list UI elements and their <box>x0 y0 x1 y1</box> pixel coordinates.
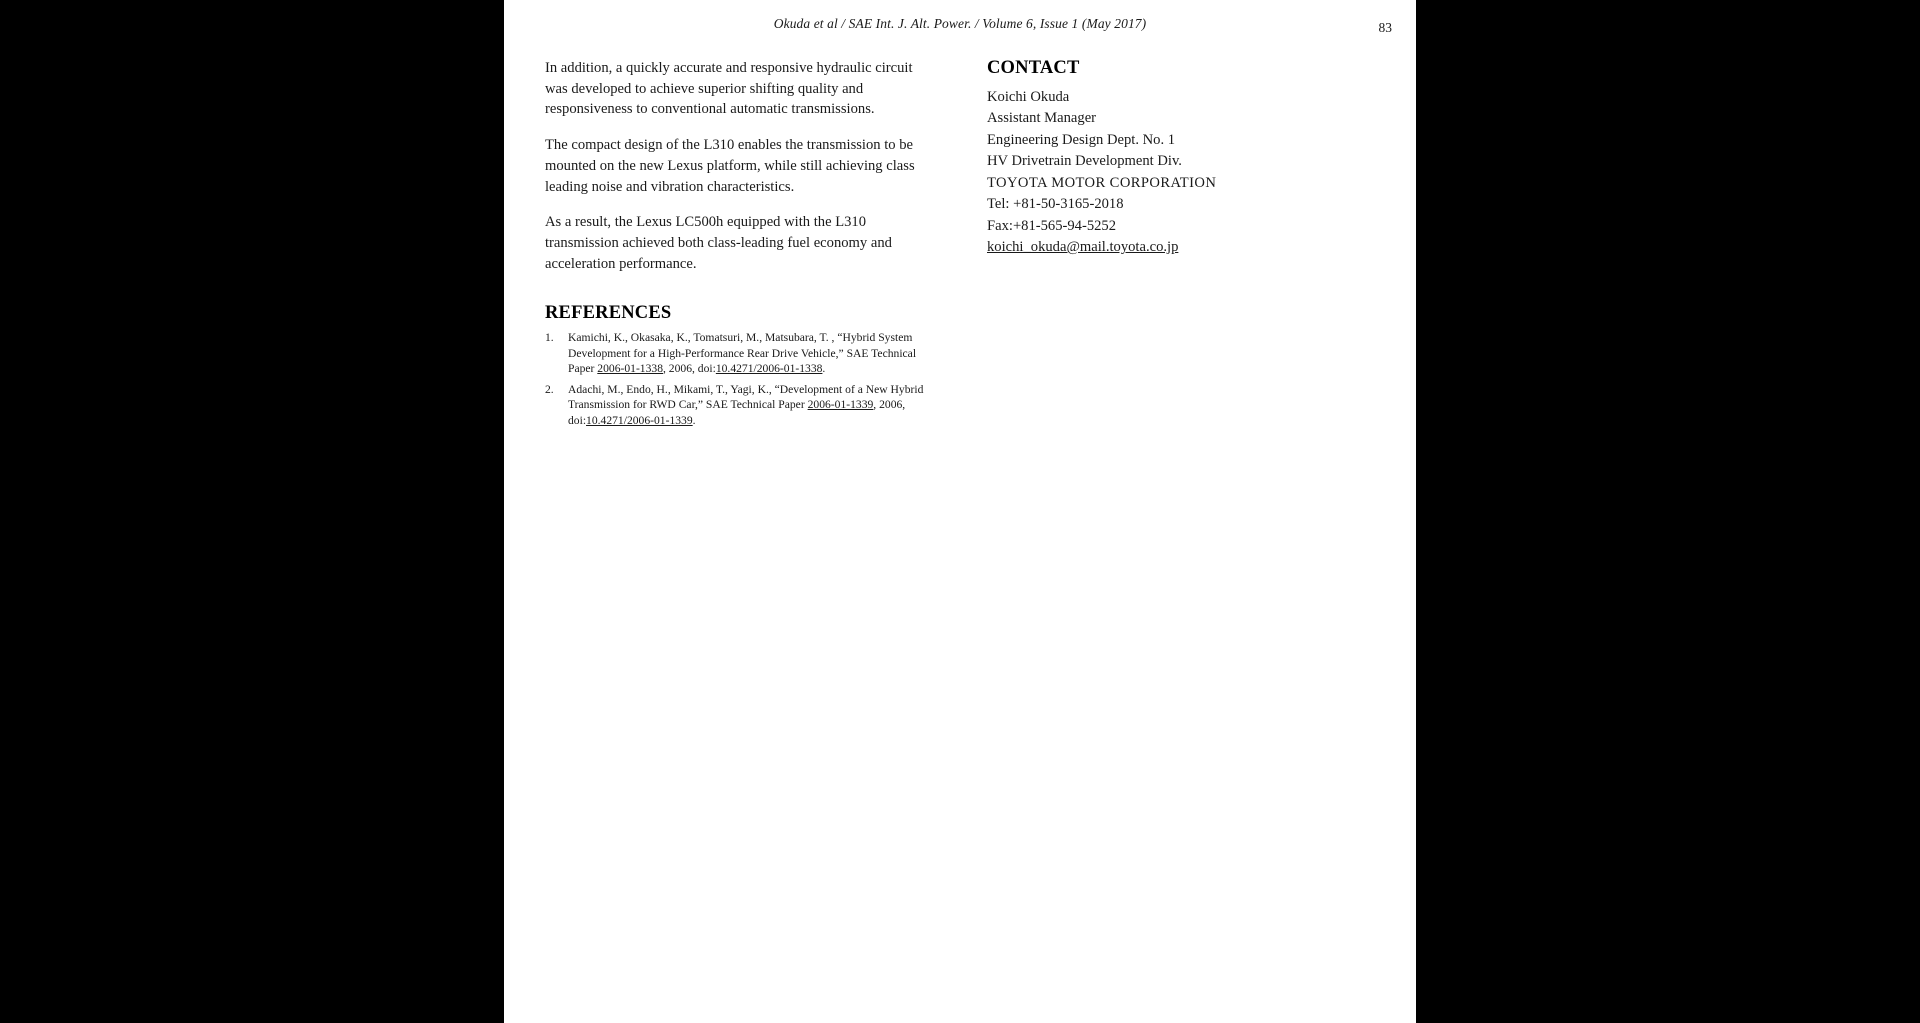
reference-text-end: . <box>692 413 696 427</box>
reference-number: 2. <box>545 382 554 396</box>
reference-number: 1. <box>545 331 554 345</box>
body-paragraph: The compact design of the L310 enables the transmission to be mounted on the new Lexus platform, while still achieving class leading noise and vibration characteristics. <box>545 137 915 195</box>
reference-text-mid: , 2006, doi: <box>568 398 906 427</box>
body-paragraph: In addition, a quickly accurate and responsive hydraulic circuit was developed to achieve superior shifting quality and responsiveness to conventional automatic transmissions. <box>545 60 913 118</box>
reference-item <box>545 330 932 376</box>
body-paragraph: As a result, the Lexus LC500h equipped with the L310 transmission achieved both class-leading fuel economy and acceleration performance. <box>545 214 892 272</box>
contact-department: Engineering Design Dept. No. 1 <box>987 131 1176 148</box>
reference-paper-link[interactable]: 2006-01-1338 <box>597 362 663 376</box>
reference-text-mid: , 2006, doi: <box>663 362 716 376</box>
contact-title: Assistant Manager <box>987 110 1097 127</box>
contact-company: TOYOTA MOTOR CORPORATION <box>987 174 1217 191</box>
reference-item <box>545 382 932 428</box>
references-list <box>545 330 932 427</box>
contact-email-link[interactable]: koichi_okuda@mail.toyota.co.jp <box>987 239 1179 256</box>
page-content <box>504 0 1416 1023</box>
running-header: Okuda et al / SAE Int. J. Alt. Power. / Volume 6, Issue 1 (May 2017) <box>773 16 1147 31</box>
right-column <box>987 58 1317 259</box>
page-number: 83 <box>1378 20 1392 35</box>
document-page <box>504 0 1416 1023</box>
contact-telephone: Tel: +81-50-3165-2018 <box>987 196 1124 213</box>
reference-paper-link[interactable]: 2006-01-1339 <box>807 398 874 412</box>
contact-heading: CONTACT <box>987 58 1080 78</box>
reference-text-end: . <box>822 362 826 376</box>
contact-division: HV Drivetrain Development Div. <box>987 153 1182 170</box>
reference-text: Adachi, M., Endo, H., Mikami, T., Yagi, K., “Development of a New Hybrid Transmission for RWD Car,” SAE Technical Paper <box>568 382 924 412</box>
contact-name: Koichi Okuda <box>987 89 1070 105</box>
references-heading: REFERENCES <box>545 303 672 324</box>
reference-doi-link[interactable]: 10.4271/2006-01-1339 <box>586 413 693 427</box>
reference-text: Kamichi, K., Okasaka, K., Tomatsuri, M., Matsubara, T. , “Hybrid System Development for a High-Performance Rear Drive Vehicle,” SAE Technical Paper <box>568 331 917 376</box>
reference-doi-link[interactable]: 10.4271/2006-01-1338 <box>715 362 823 376</box>
contact-fax: Fax:+81-565-94-5252 <box>987 217 1117 234</box>
left-column <box>545 58 932 433</box>
